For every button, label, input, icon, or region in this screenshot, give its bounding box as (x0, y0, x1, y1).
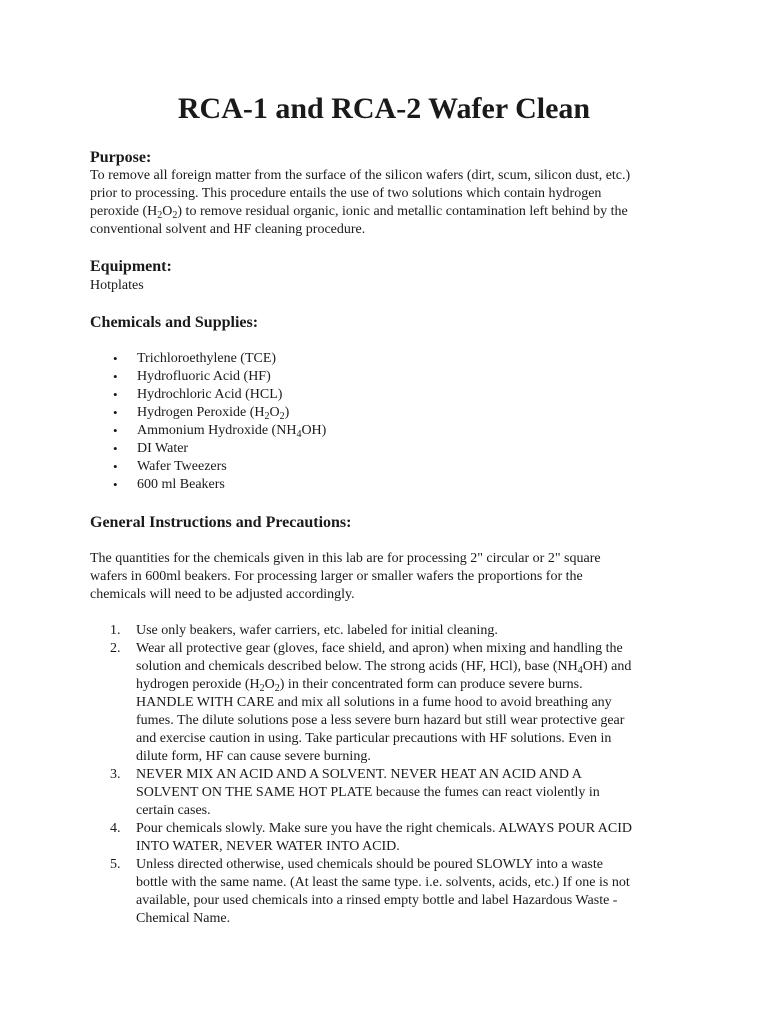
purpose-line: prior to processing. This procedure entails the use of two solutions which contain hydrogen (90, 186, 602, 201)
page-title: RCA-1 and RCA-2 Wafer Clean (177, 92, 591, 125)
list-item: 5. Unless directed otherwise, used chemicals should be poured SLOWLY into a waste bottle with the same name. (At least the same type. i.e. solvents, acids, etc.) If one is not available, pour used chemicals into a rinsed empty bottle and label Hazardous Waste - Chemical Name. (110, 857, 630, 926)
list-item: • Hydrofluoric Acid (HF) (0, 368, 326, 386)
list-item: 1. Use only beakers, wafer carriers, etc. labeled for initial cleaning. (110, 623, 498, 638)
list-item: • Hydrogen Peroxide $(H_2O_2)$ (0, 404, 326, 422)
purpose-paragraph (90, 167, 690, 239)
list-item: 2. Wear all protective gear (gloves, face shield, and apron) when mixing and handling the solution and chemicals described below. The strong acids (HF, HCl), base $(NH_4OH)$ and hydrogen peroxide $(H_2O_2)$ in their concentrated form can produce severe burns. HANDLE WITH CARE and mix all solutions in a fume hood to avoid breathing any fumes. The dilute solutions pose a less severe burn hazard but still wear protective gear and exercise caution in using. Take particular precautions with HF solutions. Even in dilute form, HF can cause severe burning. (110, 641, 632, 764)
purpose-line: To remove all foreign matter from the surface of the silicon wafers (dirt, scum, silicon dust, etc.) (90, 168, 631, 183)
chemicals-heading: Chemicals and Supplies: (90, 314, 259, 331)
list-item: • Wafer Tweezers (0, 458, 326, 476)
purpose-heading: Purpose: (90, 149, 152, 166)
list-item: • Hydrochloric Acid (HCL) (0, 386, 326, 404)
list-item: 3. NEVER MIX AN ACID AND A SOLVENT. NEVER HEAT AN ACID AND A SOLVENT ON THE SAME HOT PLATE because the fumes can react violently in certain cases. (110, 767, 600, 818)
list-item: • Ammonium Hydroxide $(NH_4OH)$ (0, 422, 326, 440)
equipment-heading: Equipment: (90, 258, 172, 275)
chemicals-list (0, 350, 326, 494)
equipment-text: Hotplates (90, 278, 144, 293)
general-intro: The quantities for the chemicals given in this lab are for processing 2" circular or 2" square wafers in 600ml beakers. For processing larger or smaller wafers the proportions for the chemicals will need to be adjusted accordingly. (90, 551, 601, 602)
list-item: • 600 ml Beakers (0, 476, 326, 494)
purpose-line: conventional solvent and HF cleaning procedure. (90, 222, 366, 237)
precautions-list (0, 622, 700, 928)
general-heading: General Instructions and Precautions: (90, 514, 352, 531)
purpose-line: peroxide $(H_2O_2)$ to remove residual organic, ionic and metallic contamination left behind by the (90, 204, 628, 221)
list-item: • DI Water (0, 440, 326, 458)
list-item: • Trichloroethylene (TCE) (0, 350, 326, 368)
list-item: 4. Pour chemicals slowly. Make sure you have the right chemicals. ALWAYS POUR ACID INTO WATER, NEVER WATER INTO ACID. (110, 821, 633, 854)
